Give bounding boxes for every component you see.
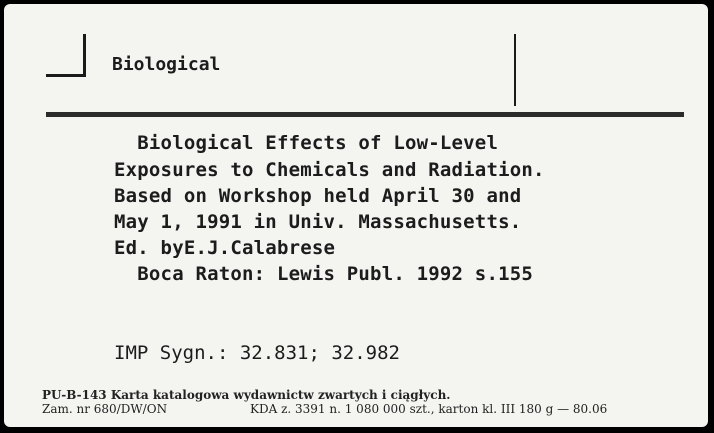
footer-form-line: PU-B-143 Karta katalogowa wydawnictw zwartych i ciągłych. bbox=[42, 388, 451, 402]
header-rule bbox=[46, 112, 684, 117]
footer-order-number: Zam. nr 680/DW/ON bbox=[42, 402, 168, 416]
bracket-vertical-line bbox=[83, 34, 86, 76]
bracket-horizontal-line bbox=[46, 74, 86, 77]
entry-line-6: Boca Raton: Lewis Publ. 1992 s.155 bbox=[114, 263, 534, 285]
subject-heading: Biological bbox=[112, 54, 221, 75]
catalog-card bbox=[4, 4, 708, 427]
entry-line-1: Biological Effects of Low-Level bbox=[114, 132, 499, 154]
entry-line-2: Exposures to Chemicals and Radiation. bbox=[114, 159, 545, 181]
entry-line-4: May 1, 1991 in Univ. Massachusetts. bbox=[114, 211, 522, 233]
header-vertical-divider bbox=[514, 34, 516, 106]
entry-line-5: Ed. byE.J.Calabrese bbox=[114, 237, 336, 259]
footer-print-details: KDA z. 3391 n. 1 080 000 szt., karton kl. III 180 g — 80.06 bbox=[250, 402, 608, 416]
entry-line-3: Based on Workshop held April 30 and bbox=[114, 185, 522, 207]
call-number: IMP Sygn.: 32.831; 32.982 bbox=[114, 342, 400, 364]
